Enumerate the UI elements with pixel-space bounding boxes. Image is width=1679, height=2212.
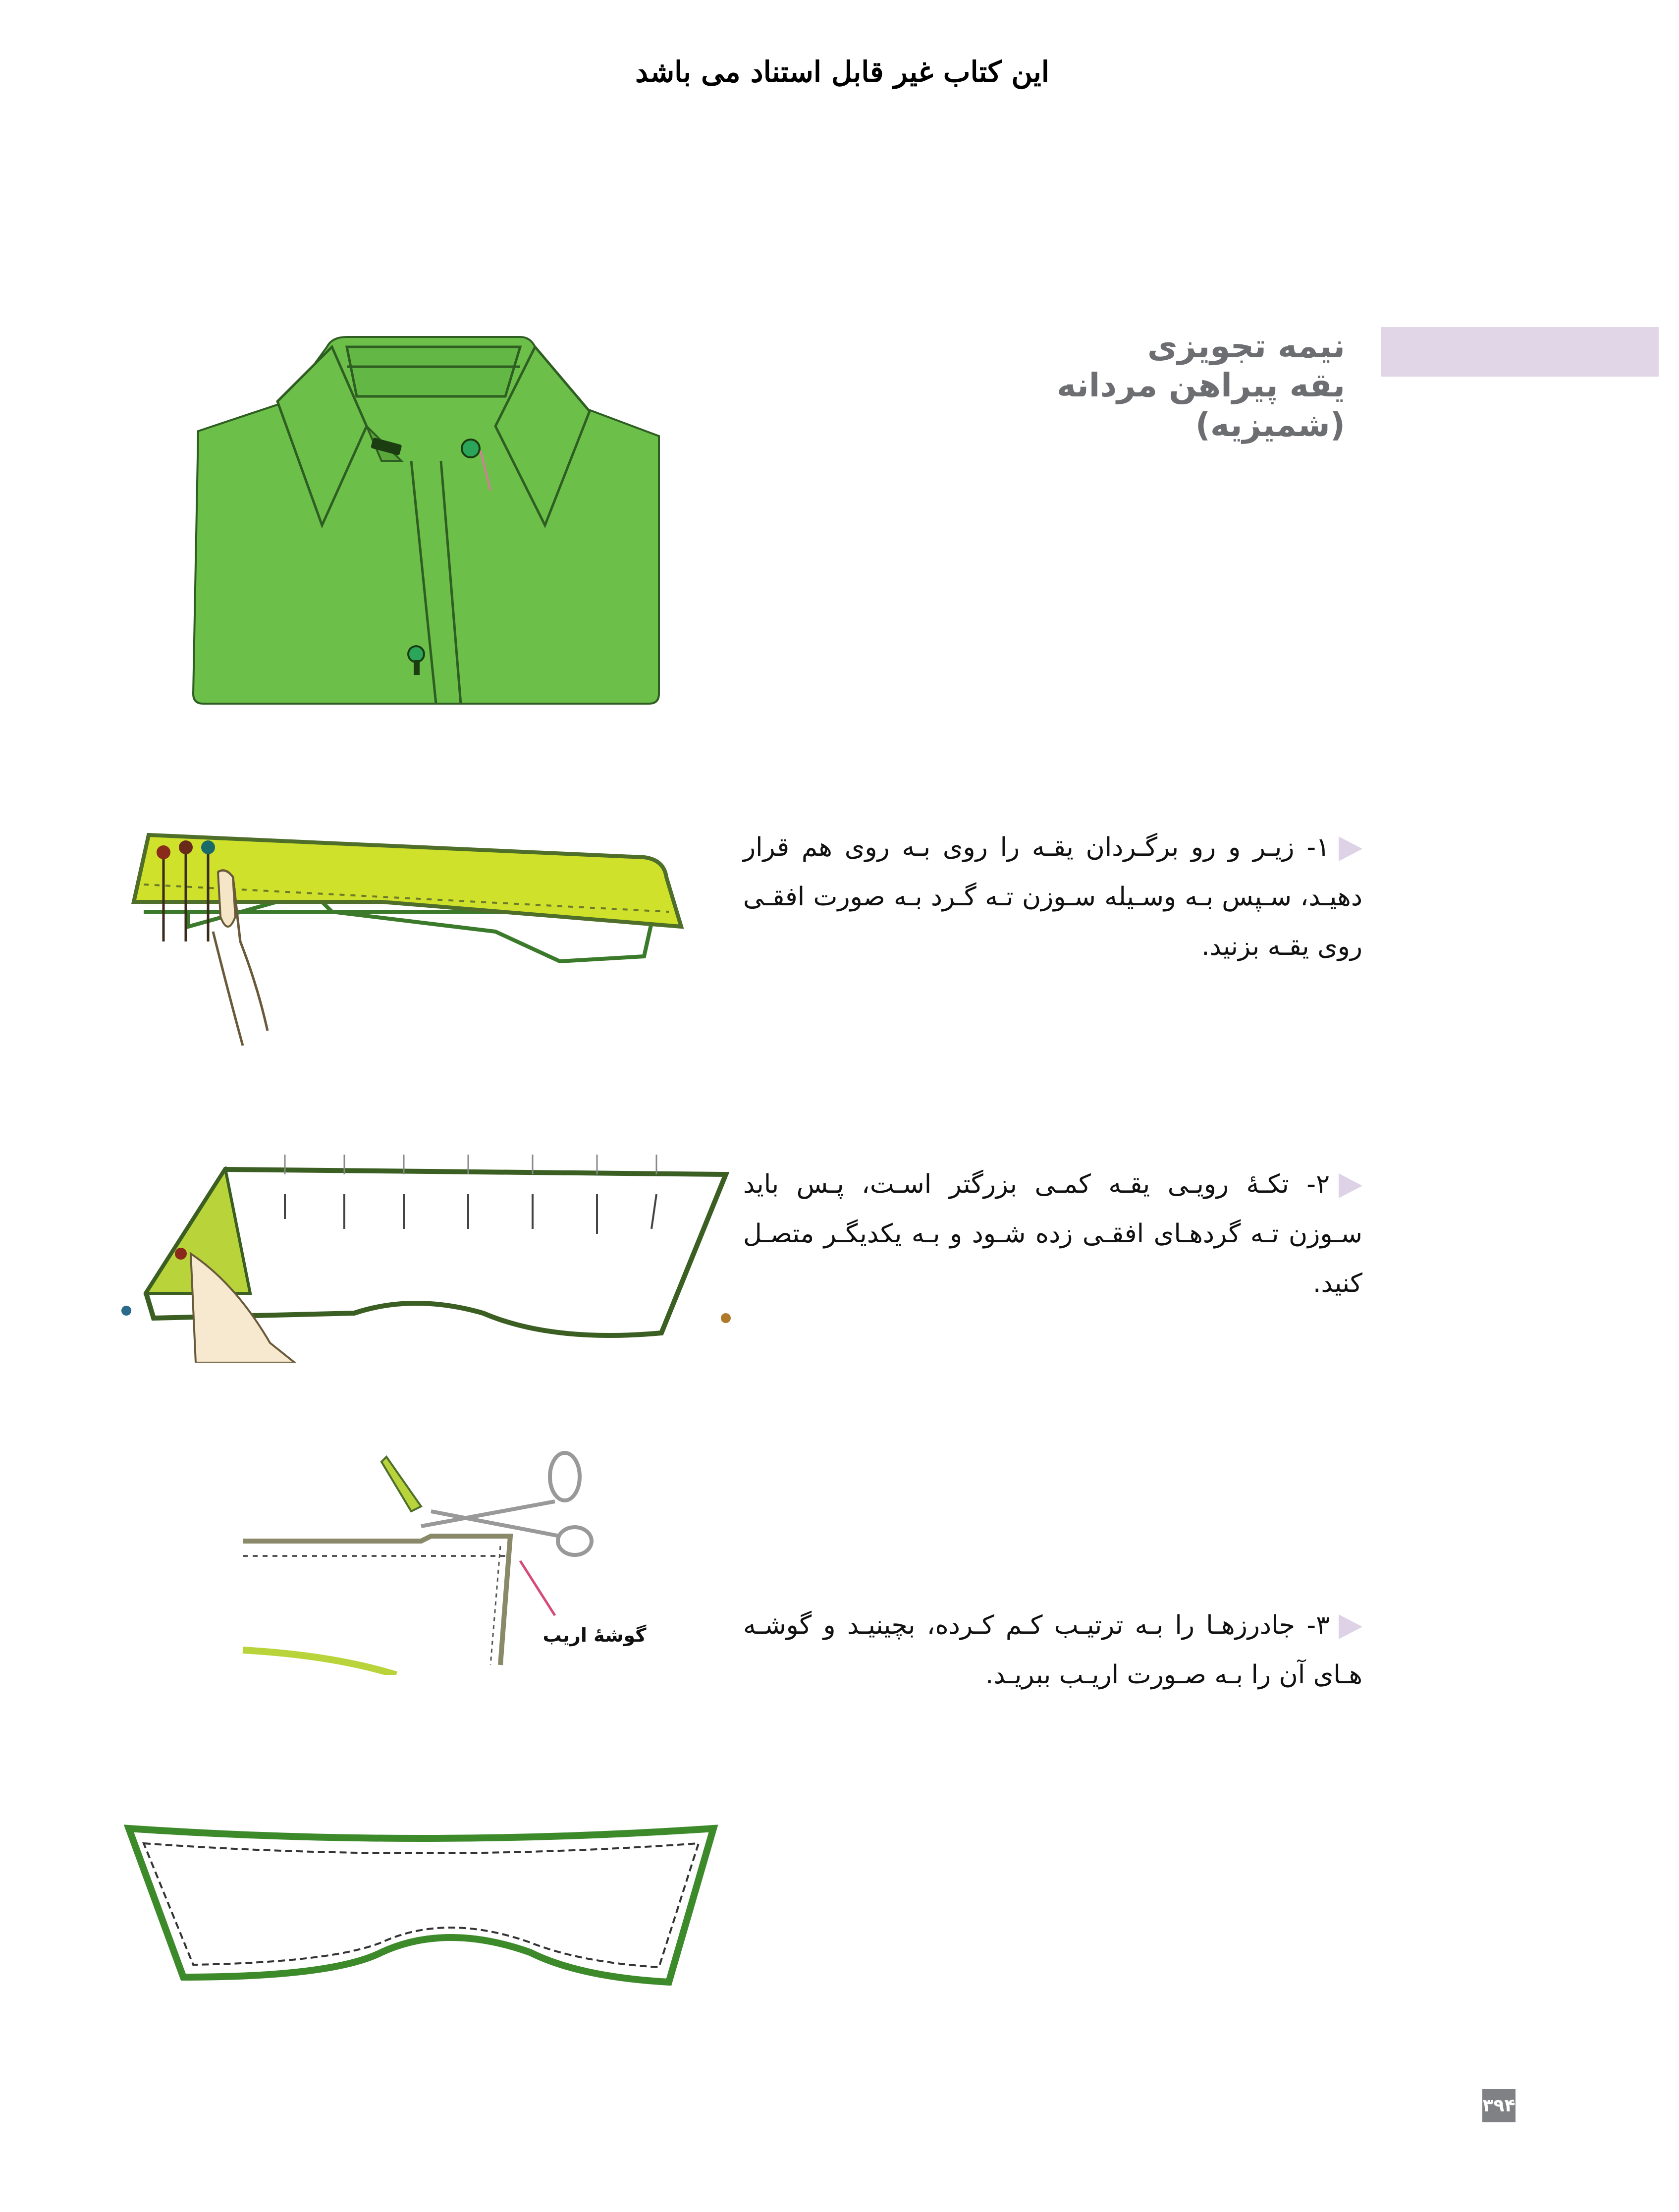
joined-collar-illustration	[107, 1135, 741, 1363]
figure-joined-collar	[107, 1135, 741, 1363]
shirt-collar-illustration	[183, 327, 674, 709]
pinned-collar-illustration	[124, 813, 718, 1051]
step-1	[743, 823, 1362, 971]
triangle-bullet-icon	[1339, 1173, 1362, 1198]
section-title-line1: نیمه تجویزی	[1147, 327, 1345, 365]
figure-finished-collar	[124, 1814, 718, 1992]
bias-corner-label: گوشۀ اریب	[542, 1624, 647, 1646]
step-2-text: تکـۀ رویـی یقـه کمـی بزرگتر اسـت، پـس باید سـوزن تـه گردهـای افقـی زده شـود و بـه یکدیگـر متصـل کنید.	[743, 1169, 1362, 1298]
page-number: ۳۹۴	[1482, 2089, 1516, 2122]
step-1-number: ۱-	[1306, 832, 1330, 862]
step-3-text: جادرزهـا را بـه ترتیـب کـم کـرده، بچینیـد و گوشـه هـای آن را بـه صـورت اریـب ببریـد.	[743, 1610, 1362, 1690]
section-title-line2: یقه پیراهن مردانه (شمیزیه)	[1056, 366, 1345, 444]
step-2-number: ۲-	[1306, 1169, 1330, 1199]
triangle-bullet-icon	[1339, 1614, 1362, 1639]
step-2	[743, 1160, 1362, 1308]
figure-pinned-collar	[124, 813, 718, 1051]
section-color-band	[1381, 327, 1659, 377]
step-3-number: ۳-	[1306, 1610, 1330, 1640]
step-3	[743, 1601, 1362, 1700]
figure-shirt-collar	[183, 327, 674, 709]
section-title	[941, 327, 1345, 445]
step-1-text: زیـر و رو برگـردان یقـه را روی بـه روی هم قرار دهیـد، سـپس بـه وسـیله سـوزن تـه گـرد بـه صورت افقـی روی یقـه بزنید.	[743, 832, 1362, 961]
triangle-bullet-icon	[1339, 836, 1362, 861]
header-notice: این کتاب غیر قابل استناد می باشد	[635, 55, 1049, 89]
finished-collar-illustration	[124, 1814, 718, 1992]
